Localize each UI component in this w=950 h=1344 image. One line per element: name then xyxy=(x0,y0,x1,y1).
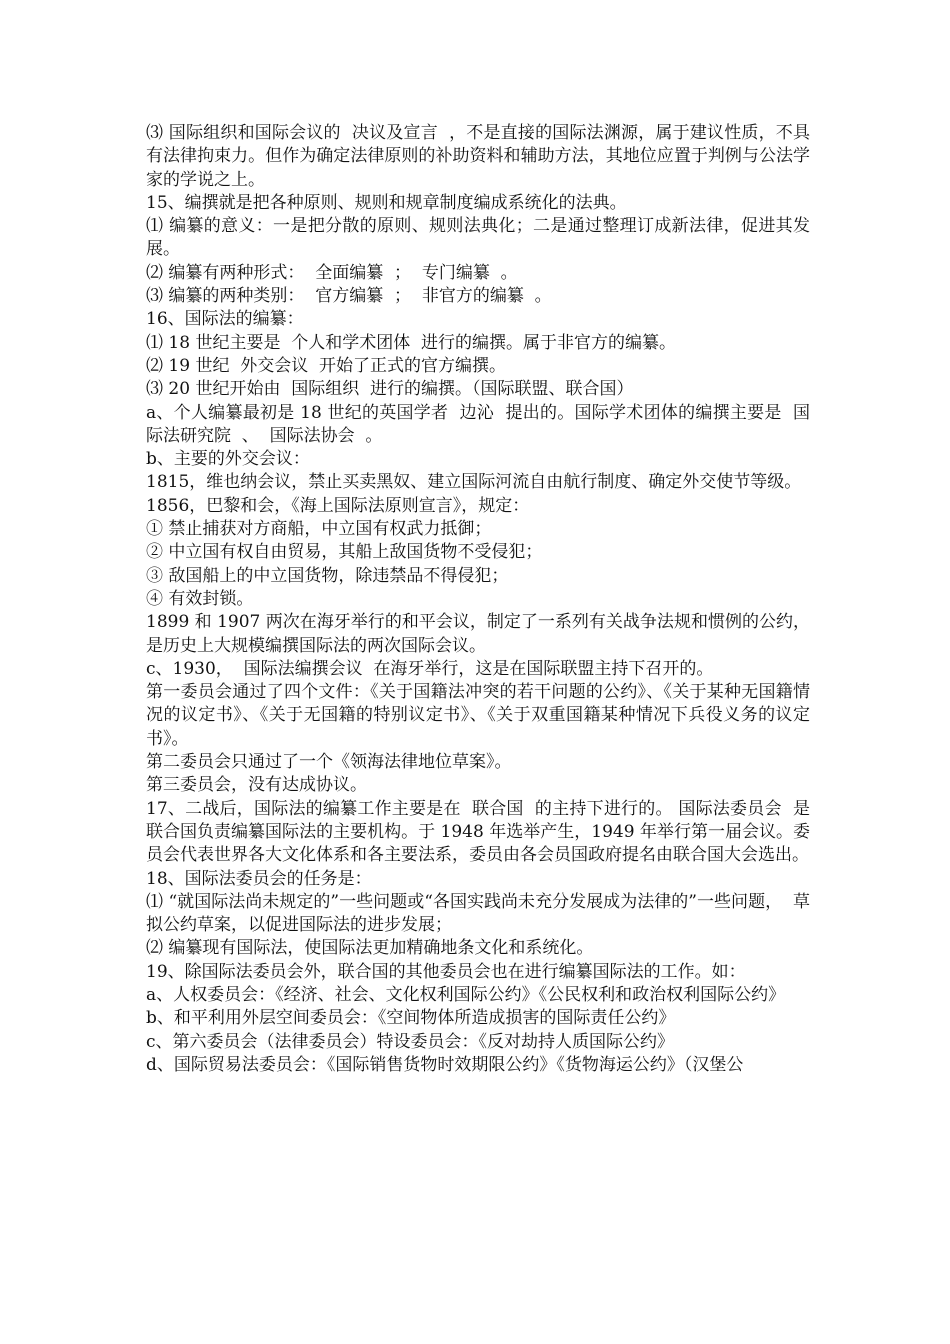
paragraph-a-human-rights: a、人权委员会：《经济、社会、文化权利国际公约》《公民权利和政治权利国际公约》 xyxy=(146,984,786,1005)
paragraph-1856-paris: 1856，巴黎和会，《海上国际法原则宣言》，规定： xyxy=(146,495,530,516)
paragraph-codification-meaning: ⑴ 编纂的意义：一是把分散的原则、规则法典化；二是通过整理订成新法律，促进其发展。 xyxy=(146,216,810,260)
paragraph-first-committee: 第一委员会通过了四个文件：《关于国籍法冲突的若干问题的公约》、《关于某种无国籍情况的议定书》、《关于无国籍的特别议定书》、《关于双重国籍某种情况下兵役义务的议定书》。 xyxy=(146,682,810,749)
document-page xyxy=(146,122,810,1077)
list-item-3: ③ 敌国船上的中立国货物，除违禁品不得侵犯； xyxy=(146,565,509,586)
paragraph-codification-forms: ⑵ 编纂有两种形式： 全面编纂 ； 专门编纂 。 xyxy=(146,262,518,283)
paragraph-19th-century: ⑵ 19 世纪 外交会议 开始了正式的官方编撰。 xyxy=(146,355,507,376)
paragraph-a-individual-codification: a、个人编纂最初是 18 世纪的英国学者 边沁 提出的。国际学术团体的编撰主要是 国际法研究院 、 国际法协会 。 xyxy=(146,402,810,446)
paragraph-1815-vienna: 1815，维也纳会议，禁止买卖黑奴、建立国际河流自由航行制度、确定外交使节等级。 xyxy=(146,472,802,493)
paragraph-18th-century: ⑴ 18 世纪主要是 个人和学术团体 进行的编撰。属于非官方的编纂。 xyxy=(146,332,677,353)
paragraph-16-heading: 16、国际法的编纂： xyxy=(146,309,304,330)
list-item-2: ② 中立国有权自由贸易，其船上敌国货物不受侵犯； xyxy=(146,542,543,563)
paragraph-task-1: ⑴ “就国际法尚未规定的”一些问题或“各国实践尚未充分发展成为法律的”一些问题， 草拟公约草案，以促进国际法的进步发展； xyxy=(146,891,810,936)
paragraph-d-trade-law: d、国际贸易法委员会：《国际销售货物时效期限公约》《货物海运公约》（汉堡公 xyxy=(146,1054,744,1075)
paragraph-20th-century: ⑶ 20 世纪开始由 国际组织 进行的编撰。（国际联盟、联合国） xyxy=(146,379,634,400)
paragraph-18-tasks-heading: 18、国际法委员会的任务是： xyxy=(146,868,372,889)
paragraph-second-committee: 第二委员会只通过了一个《领海法律地位草案》。 xyxy=(146,752,512,773)
paragraph-17-post-war: 17、二战后，国际法的编纂工作主要是在 联合国 的主持下进行的。 国际法委员会 是联合国负责编纂国际法的主要机构。于 1948 年选举产生，1949 年举行第一届会议。委员会代表世界各大文化体系和各主要法系，委员由各会员国政府提名由联合国大会选出。 xyxy=(146,798,810,866)
paragraph-b-outer-space: b、和平利用外层空间委员会：《空间物体所造成损害的国际责任公约》 xyxy=(146,1008,676,1029)
paragraph-c-sixth-committee: c、第六委员会（法律委员会）特设委员会：《反对劫持人质国际公约》 xyxy=(146,1031,675,1052)
paragraph-resolutions: ⑶ 国际组织和国际会议的 决议及宣言 ，不是直接的国际法渊源，属于建议性质，不具有法律拘束力。但作为确定法律原则的补助资料和辅助方法，其地位应置于判例与公法学家的学说之上。 xyxy=(146,123,810,190)
paragraph-b-diplomatic-conferences: b、主要的外交会议： xyxy=(146,449,310,470)
paragraph-task-2: ⑵ 编纂现有国际法，使国际法更加精确地条文化和系统化。 xyxy=(146,938,594,959)
paragraph-third-committee: 第三委员会，没有达成协议。 xyxy=(146,775,367,796)
paragraph-c-1930-conference: c、1930， 国际法编撰会议 在海牙举行，这是在国际联盟主持下召开的。 xyxy=(146,658,714,679)
paragraph-15-codification-definition: 15、编撰就是把各种原则、规则和规章制度编成系统化的法典。 xyxy=(146,192,627,213)
paragraph-19-other-committees: 19、除国际法委员会外，联合国的其他委员会也在进行编纂国际法的工作。如： xyxy=(146,961,746,982)
paragraph-codification-types: ⑶ 编纂的两种类别： 官方编纂 ； 非官方的编纂 。 xyxy=(146,286,552,307)
list-item-4: ④ 有效封锁。 xyxy=(146,588,254,609)
paragraph-hague-conferences: 1899 和 1907 两次在海牙举行的和平会议，制定了一系列有关战争法规和惯例的公约，是历史上大规模编撰国际法的两次国际会议。 xyxy=(146,612,810,656)
list-item-1: ① 禁止捕获对方商船，中立国有权武力抵御； xyxy=(146,519,492,540)
